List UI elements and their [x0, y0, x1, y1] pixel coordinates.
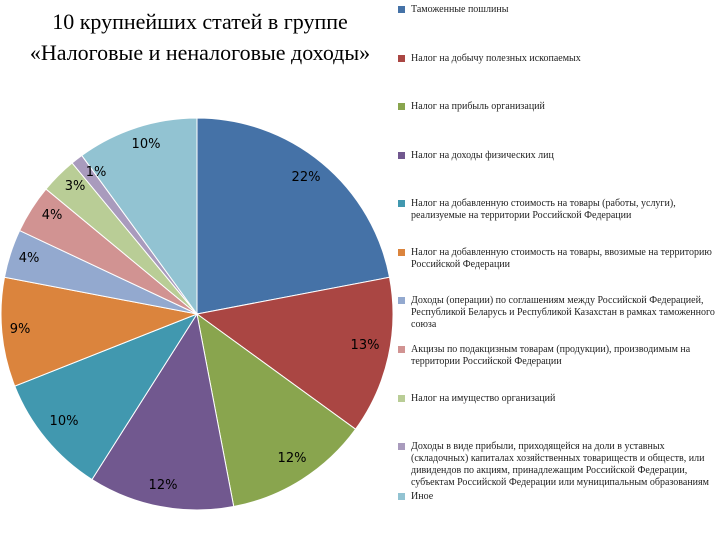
legend-swatch — [398, 346, 405, 353]
slice-data-label: 4% — [41, 208, 63, 223]
legend-swatch — [398, 493, 405, 500]
slice-data-label: 1% — [85, 165, 107, 180]
legend-swatch — [398, 103, 405, 110]
legend-item — [398, 198, 720, 222]
legend-item — [398, 4, 720, 16]
legend-swatch — [398, 443, 405, 450]
legend-label: Акцизы по подакцизным товарам (продукции), производимым на территории Российской Федерации — [411, 344, 691, 367]
legend-label: Иное — [411, 491, 434, 502]
slice-data-label: 9% — [9, 322, 31, 337]
legend-item — [398, 441, 720, 489]
legend-swatch — [398, 395, 405, 402]
legend-swatch — [398, 297, 405, 304]
chart-legend — [398, 0, 720, 540]
slice-data-label: 22% — [291, 170, 321, 185]
legend-label: Налог на имущество организаций — [411, 393, 556, 404]
legend-swatch — [398, 55, 405, 62]
legend-item — [398, 393, 720, 405]
legend-label: Налог на доходы физических лиц — [411, 150, 554, 161]
legend-item — [398, 101, 720, 113]
legend-item — [398, 344, 720, 368]
legend-swatch — [398, 6, 405, 13]
legend-label: Таможенные пошлины — [411, 4, 509, 15]
legend-item — [398, 247, 720, 271]
slice-data-label: 10% — [131, 137, 161, 152]
slice-data-label: 12% — [148, 478, 178, 493]
slice-data-label: 10% — [49, 414, 79, 429]
legend-label: Налог на добавленную стоимость на товары, ввозимые на территорию Российской Федерации — [411, 247, 712, 270]
legend-swatch — [398, 152, 405, 159]
slice-data-label: 12% — [277, 451, 307, 466]
chart-title: 10 крупнейших статей в группе «Налоговые и неналоговые доходы» — [29, 9, 371, 65]
slice-data-label: 4% — [18, 251, 40, 266]
legend-item — [398, 53, 720, 65]
legend-item — [398, 150, 720, 162]
legend-label: Налог на прибыль организаций — [411, 101, 545, 112]
slice-data-label: 3% — [64, 179, 86, 194]
legend-label: Доходы (операции) по соглашениям между Российской Федерацией, Республикой Беларусь и Республикой Казахстан в рамках таможенного союза — [411, 295, 715, 330]
legend-label: Налог на добавленную стоимость на товары (работы, услуги), реализуемые на территории Российской Федерации — [411, 198, 676, 221]
legend-label: Доходы в виде прибыли, приходящейся на доли в уставных (складочных) капиталах хозяйственных товариществ и обществ, или дивидендов по акциям, принадлежащим Российской Федерации, субъектам Российской Федерации или муниципальным образованиям — [411, 441, 709, 488]
legend-item — [398, 295, 720, 331]
legend-swatch — [398, 249, 405, 256]
legend-label: Налог на добычу полезных ископаемых — [411, 53, 581, 64]
legend-swatch — [398, 200, 405, 207]
legend-item — [398, 491, 720, 503]
slice-data-label: 13% — [350, 338, 380, 353]
